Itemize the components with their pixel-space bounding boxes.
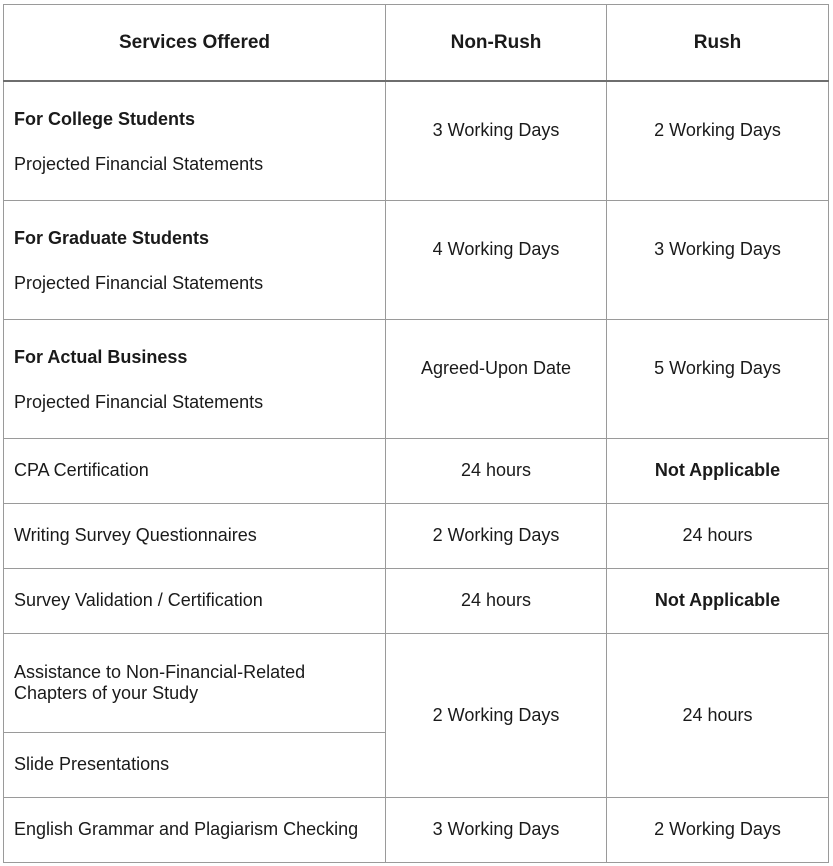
rush-cell: 2 Working Days <box>607 797 829 862</box>
table-row <box>4 438 829 503</box>
non-rush-cell: 4 Working Days <box>386 200 607 319</box>
services-table <box>3 4 829 863</box>
rush-cell: 24 hours <box>607 503 829 568</box>
table-row <box>4 319 829 438</box>
non-rush-cell: 2 Working Days <box>386 633 607 797</box>
service-subtitle: Projected Financial Statements <box>14 272 264 293</box>
header-rush: Rush <box>607 5 829 82</box>
header-row <box>4 5 829 82</box>
service-cell: Slide Presentations <box>4 732 386 797</box>
table-row <box>4 503 829 568</box>
table-row <box>4 797 829 862</box>
service-subtitle: Projected Financial Statements <box>14 391 264 412</box>
service-cell <box>4 200 386 319</box>
service-cell: Survey Validation / Certification <box>4 568 386 633</box>
table-row <box>4 200 829 319</box>
non-rush-cell: 3 Working Days <box>386 81 607 200</box>
table-row <box>4 568 829 633</box>
table-row <box>4 81 829 200</box>
service-cell: CPA Certification <box>4 438 386 503</box>
service-title: For Graduate Students <box>14 227 210 248</box>
non-rush-cell: Agreed-Upon Date <box>386 319 607 438</box>
non-rush-cell: 2 Working Days <box>386 503 607 568</box>
header-non-rush: Non-Rush <box>386 5 607 82</box>
service-title: For Actual Business <box>14 346 188 367</box>
rush-cell: 5 Working Days <box>607 319 829 438</box>
header-services: Services Offered <box>4 5 386 82</box>
service-cell <box>4 81 386 200</box>
rush-cell: Not Applicable <box>607 568 829 633</box>
non-rush-cell: 24 hours <box>386 568 607 633</box>
service-cell: English Grammar and Plagiarism Checking <box>4 797 386 862</box>
rush-cell: 3 Working Days <box>607 200 829 319</box>
service-cell: Writing Survey Questionnaires <box>4 503 386 568</box>
table-row <box>4 633 829 732</box>
rush-cell: 2 Working Days <box>607 81 829 200</box>
rush-cell: 24 hours <box>607 633 829 797</box>
non-rush-cell: 3 Working Days <box>386 797 607 862</box>
rush-cell: Not Applicable <box>607 438 829 503</box>
service-cell: Assistance to Non-Financial-Related Chapters of your Study <box>4 633 386 732</box>
non-rush-cell: 24 hours <box>386 438 607 503</box>
service-cell <box>4 319 386 438</box>
service-title: For College Students <box>14 109 196 129</box>
service-subtitle: Projected Financial Statements <box>14 154 264 174</box>
